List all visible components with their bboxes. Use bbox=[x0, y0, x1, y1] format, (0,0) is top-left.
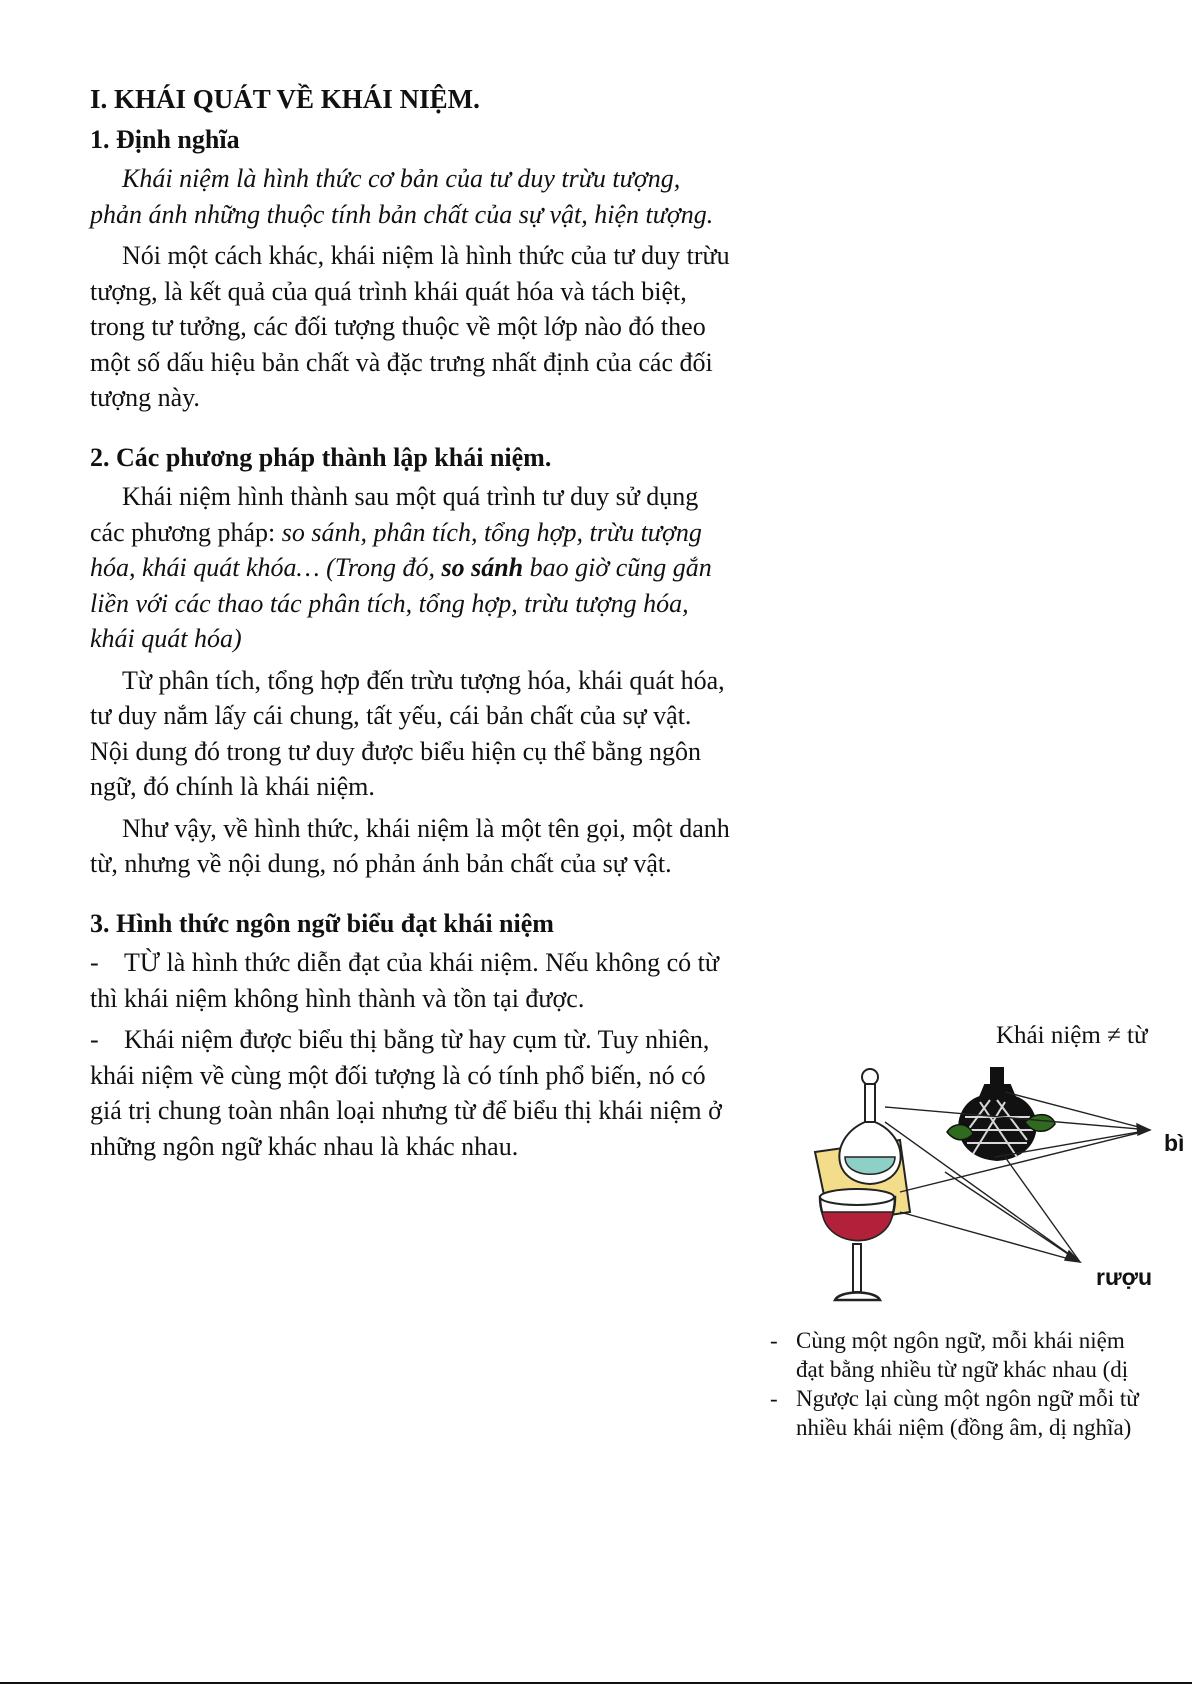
abstraction-paragraph: Từ phân tích, tổng hợp đến trừu tượng hóa, khái quát hóa, tư duy nắm lấy cái chung, tất yếu, cái bản chất của sự vật. Nội dung đó trong tư duy được biểu hiện cụ thể bằng ngôn ngữ, đó chính là khái niệm. bbox=[90, 665, 725, 801]
wine-glass-icon bbox=[820, 1189, 895, 1300]
note-line: Cùng một ngôn ngữ, mỗi khái niệm bbox=[796, 1328, 1125, 1353]
figure-caption: Khái niệm ≠ từ bbox=[996, 1022, 1148, 1049]
section-title: I. KHÁI QUÁT VỀ KHÁI NIỆM. bbox=[90, 84, 480, 114]
note-dash: - bbox=[770, 1328, 778, 1353]
bullet-word-form bbox=[90, 945, 730, 1016]
figure-notes bbox=[770, 1326, 1192, 1442]
methods-paragraph bbox=[90, 479, 730, 657]
main-column bbox=[90, 82, 730, 1170]
methods-italic-b: bao giờ cũng gắn liền với các thao tác phân tích, tổng hợp, trừu tượng hóa, khái quát hóa) bbox=[90, 553, 712, 653]
definition-elaboration: Nói một cách khác, khái niệm là hình thức của tư duy trừu tượng, là kết quả của quá trình khái quát hóa và tách biệt, trong tư tưởng, các đối tượng thuộc về một lớp nào đó theo một số dấu hiệu bản chất và đặc trưng nhất định của các đối tượng này. bbox=[90, 241, 730, 412]
heading-language-form: 3. Hình thức ngôn ngữ biểu đạt khái niệm bbox=[90, 908, 554, 938]
definition-text: Khái niệm là hình thức cơ bản của tư duy trừu tượng, phản ánh những thuộc tính bản chất của sự vật, hiện tượng. bbox=[90, 164, 714, 229]
note-homonyms bbox=[770, 1384, 1192, 1442]
bullet-text: Khái niệm được biểu thị bằng từ hay cụm từ. Tuy nhiên, khái niệm về cùng một đối tượng là có tính phổ biến, nó có giá trị chung toàn nhân loại nhưng từ để biểu thị khái niệm ở những ngôn ngữ khác nhau là khác nhau. bbox=[90, 1025, 722, 1161]
heading-definition: 1. Định nghĩa bbox=[90, 124, 240, 154]
note-line: Ngược lại cùng một ngôn ngữ mỗi từ bbox=[796, 1386, 1139, 1411]
concept-word-illustration bbox=[805, 1062, 1192, 1342]
note-line: nhiều khái niệm (đồng âm, dị nghĩa) bbox=[796, 1415, 1132, 1440]
bullet-dash: - bbox=[90, 1025, 99, 1054]
page-bottom-rule bbox=[0, 1682, 1192, 1684]
conclusion-paragraph: Như vậy, về hình thức, khái niệm là một tên gọi, một danh từ, nhưng về nội dung, nó phản ánh bản chất của sự vật. bbox=[90, 813, 730, 878]
bullet-word-phrase bbox=[90, 1022, 730, 1164]
bullet-text: TỪ là hình thức diễn đạt của khái niệm. Nếu không có từ thì khái niệm không hình thành và tồn tại được. bbox=[90, 948, 719, 1013]
note-synonyms bbox=[770, 1326, 1192, 1384]
note-line: đạt bằng nhiều từ ngữ khác nhau (dị bbox=[796, 1357, 1129, 1382]
heading-methods: 2. Các phương pháp thành lập khái niệm. bbox=[90, 442, 552, 472]
word-label-bi: bì bbox=[1164, 1130, 1185, 1156]
note-dash: - bbox=[770, 1386, 778, 1411]
methods-italic-a: so sánh, phân tích, tổng hợp, trừu tượng hóa, khái quát khóa… (Trong đó, bbox=[90, 517, 702, 582]
bullet-dash: - bbox=[90, 948, 99, 977]
word-label-ruou: rượu bbox=[1096, 1264, 1153, 1290]
methods-plain: Khái niệm hình thành sau một quá trình tư duy sử dụng các phương pháp: bbox=[90, 482, 699, 547]
methods-bold: so sánh bbox=[441, 553, 524, 582]
